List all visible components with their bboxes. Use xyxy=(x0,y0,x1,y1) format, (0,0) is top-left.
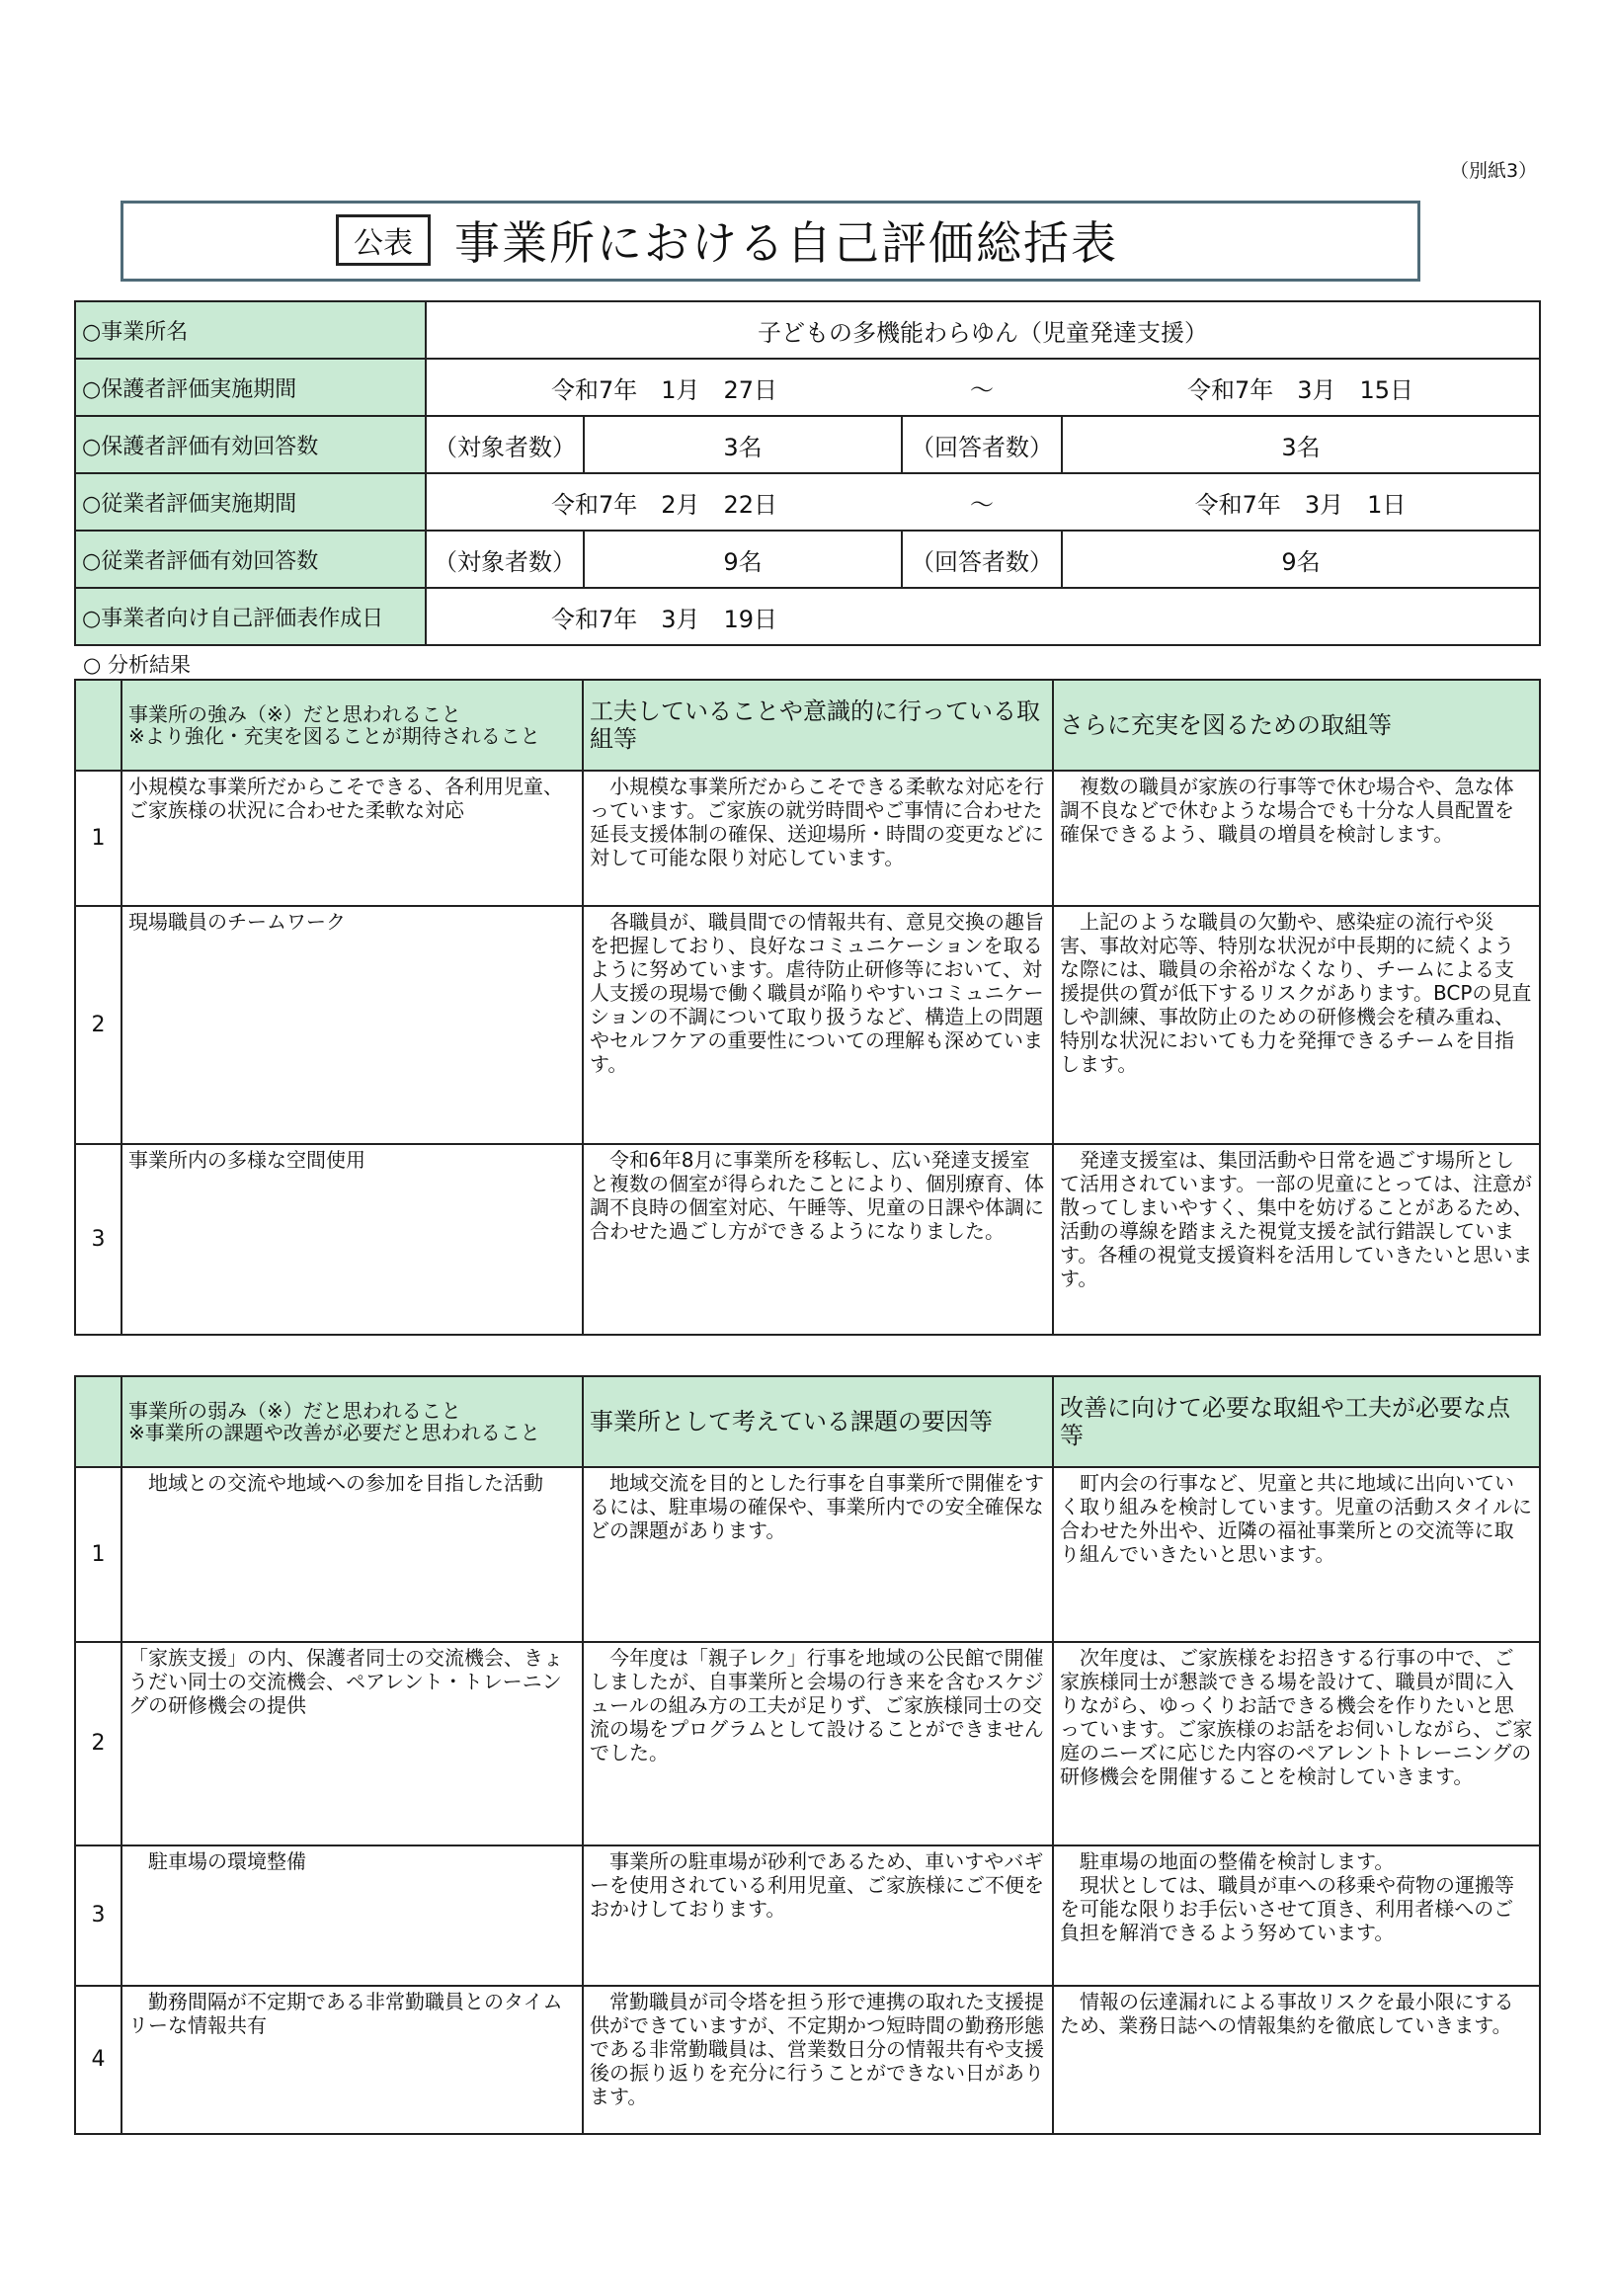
public-badge: 公表 xyxy=(336,214,431,266)
facility-name: 子どもの多機能わらゆん（児童発達支援） xyxy=(426,301,1540,359)
weaknesses-header-item: 事業所の弱み（※）だと思われること ※事業所の課題や改善が必要だと思われること xyxy=(121,1376,583,1467)
strengths-header-effort: 工夫していることや意識的に行っている取組等 xyxy=(583,680,1053,771)
appendix-label: （別紙3） xyxy=(1450,160,1538,182)
row-number: 2 xyxy=(75,1642,121,1845)
weakness-improve: 駐車場の地面の整備を検討します。 現状としては、職員が車への移乗や荷物の運搬等を可能な限りお手伝いさせて頂き、利用者様へのご負担を解消できるよう努めています。 xyxy=(1053,1845,1540,1986)
weakness-cause: 地域交流を目的とした行事を自事業所で開催をするには、駐車場の確保や、事業所内での安全確保などの課題があります。 xyxy=(583,1467,1053,1642)
title-box xyxy=(121,201,1420,282)
guardian-period-label: ○保護者評価実施期間 xyxy=(75,359,426,416)
staff-period-tilde: ～ xyxy=(902,473,1062,531)
strength-item: 事業所内の多様な空間使用 xyxy=(121,1144,583,1335)
weaknesses-header-num xyxy=(75,1376,121,1467)
staff-responses-label: ○従業者評価有効回答数 xyxy=(75,531,426,588)
strength-improve: 複数の職員が家族の行事等で休む場合や、急な体調不良などで休むような場合でも十分な人員配置を確保できるよう、職員の増員を検討します。 xyxy=(1053,771,1540,906)
strength-row xyxy=(75,771,1540,906)
strengths-header-item: 事業所の強み（※）だと思われること ※より強化・充実を図ることが期待されること xyxy=(121,680,583,771)
strength-improve: 発達支援室は、集団活動や日常を過ごす場所として活用されています。一部の児童にとっては、注意が散ってしまいやすく、集中を妨げることがあるため、活動の導線を踏まえた視覚支援を試行錯誤しています。各種の視覚支援資料を活用していきたいと思います。 xyxy=(1053,1144,1540,1335)
weakness-improve: 町内会の行事など、児童と共に地域に出向いていく取り組みを検討しています。児童の活動スタイルに合わせた外出や、近隣の福祉事業所との交流等に取り組んでいきたいと思います。 xyxy=(1053,1467,1540,1642)
staff-target-label: （対象者数） xyxy=(426,531,584,588)
facility-label: ○事業所名 xyxy=(75,301,426,359)
weakness-cause: 常勤職員が司令塔を担う形で連携の取れた支援提供ができていますが、不定期かつ短時間の勤務形態である非常勤職員は、営業数日分の情報共有や支援後の振り返りを充分に行うことができない日があります。 xyxy=(583,1986,1053,2134)
row-number: 1 xyxy=(75,771,121,906)
strength-improve: 上記のような職員の欠勤や、感染症の流行や災害、事故対応等、特別な状況が中長期的に続くような際には、職員の余裕がなくなり、チームによる支援提供の質が低下するリスクがあります。BCPの見直しや訓練、事故防止のための研修機会を積み重ね、特別な状況においても力を発揮できるチームを目指します。 xyxy=(1053,906,1540,1144)
weakness-row xyxy=(75,1845,1540,1986)
analysis-label: ○ 分析結果 xyxy=(83,653,191,677)
weakness-item: 地域との交流や地域への参加を目指した活動 xyxy=(121,1467,583,1642)
strengths-header-improve: さらに充実を図るための取組等 xyxy=(1053,680,1540,771)
info-row-staff-period xyxy=(75,473,1540,531)
created-label: ○事業者向け自己評価表作成日 xyxy=(75,588,426,645)
strengths-header-row xyxy=(75,680,1540,771)
strength-effort: 各職員が、職員間での情報共有、意見交換の趣旨を把握しており、良好なコミュニケーションを取るように努めています。虐待防止研修等において、対人支援の現場で働く職員が陥りやすいコミュニケーションの不調について取り扱うなど、構造上の問題やセルフケアの重要性についての理解も深めています。 xyxy=(583,906,1053,1144)
row-number: 3 xyxy=(75,1845,121,1986)
strength-effort: 小規模な事業所だからこそできる柔軟な対応を行っています。ご家族の就労時間やご事情に合わせた延長支援体制の確保、送迎場所・時間の変更などに対して可能な限り対応しています。 xyxy=(583,771,1053,906)
guardian-period-start: 令和7年 1月 27日 xyxy=(426,359,902,416)
guardian-respondent-label: （回答者数） xyxy=(902,416,1062,473)
info-row-staff-responses xyxy=(75,531,1540,588)
info-table xyxy=(74,300,1541,646)
guardian-target-label: （対象者数） xyxy=(426,416,584,473)
weakness-item: 駐車場の環境整備 xyxy=(121,1845,583,1986)
weaknesses-table xyxy=(74,1375,1541,2135)
guardian-respondent-count: 3名 xyxy=(1062,416,1540,473)
row-number: 2 xyxy=(75,906,121,1144)
row-number: 3 xyxy=(75,1144,121,1335)
staff-period-end: 令和7年 3月 1日 xyxy=(1062,473,1540,531)
created-date: 令和7年 3月 19日 xyxy=(426,588,902,645)
guardian-period-end: 令和7年 3月 15日 xyxy=(1062,359,1540,416)
staff-period-start: 令和7年 2月 22日 xyxy=(426,473,902,531)
page-title: 事業所における自己評価総括表 xyxy=(454,216,1118,270)
strength-effort: 令和6年8月に事業所を移転し、広い発達支援室と複数の個室が得られたことにより、個別療育、体調不良時の個室対応、午睡等、児童の日課や体調に合わせた過ごし方ができるようになりました。 xyxy=(583,1144,1053,1335)
row-number: 1 xyxy=(75,1467,121,1642)
row-number: 4 xyxy=(75,1986,121,2134)
weaknesses-header-improve: 改善に向けて必要な取組や工夫が必要な点等 xyxy=(1053,1376,1540,1467)
strength-row xyxy=(75,906,1540,1144)
staff-respondent-count: 9名 xyxy=(1062,531,1540,588)
staff-target-count: 9名 xyxy=(584,531,902,588)
weakness-item: 勤務間隔が不定期である非常勤職員とのタイムリーな情報共有 xyxy=(121,1986,583,2134)
guardian-responses-label: ○保護者評価有効回答数 xyxy=(75,416,426,473)
weakness-cause: 今年度は「親子レク」行事を地域の公民館で開催しましたが、自事業所と会場の行き来を含むスケジュールの組み方の工夫が足りず、ご家族様同士の交流の場をプログラムとして設けることができませんでした。 xyxy=(583,1642,1053,1845)
info-row-guardian-responses xyxy=(75,416,1540,473)
weakness-improve: 情報の伝達漏れによる事故リスクを最小限にするため、業務日誌への情報集約を徹底していきます。 xyxy=(1053,1986,1540,2134)
weaknesses-header-cause: 事業所として考えている課題の要因等 xyxy=(583,1376,1053,1467)
strength-row xyxy=(75,1144,1540,1335)
guardian-period-tilde: ～ xyxy=(902,359,1062,416)
strength-item: 現場職員のチームワーク xyxy=(121,906,583,1144)
strength-item: 小規模な事業所だからこそできる、各利用児童、ご家族様の状況に合わせた柔軟な対応 xyxy=(121,771,583,906)
info-row-guardian-period xyxy=(75,359,1540,416)
staff-period-label: ○従業者評価実施期間 xyxy=(75,473,426,531)
staff-respondent-label: （回答者数） xyxy=(902,531,1062,588)
guardian-target-count: 3名 xyxy=(584,416,902,473)
weakness-row xyxy=(75,1642,1540,1845)
weakness-row xyxy=(75,1467,1540,1642)
info-row-created xyxy=(75,588,1540,645)
created-empty xyxy=(902,588,1540,645)
weakness-item: 「家族支援」の内、保護者同士の交流機会、きょうだい同士の交流機会、ペアレント・トレーニングの研修機会の提供 xyxy=(121,1642,583,1845)
strengths-header-num xyxy=(75,680,121,771)
weakness-cause: 事業所の駐車場が砂利であるため、車いすやバギーを使用されている利用児童、ご家族様にご不便をおかけしております。 xyxy=(583,1845,1053,1986)
weakness-row xyxy=(75,1986,1540,2134)
weakness-improve: 次年度は、ご家族様をお招きする行事の中で、ご家族様同士が懇談できる場を設けて、職員が間に入りながら、ゆっくりお話できる機会を作りたいと思っています。ご家族様のお話をお伺いしながら、ご家庭のニーズに応じた内容のペアレントトレーニングの研修機会を開催することを検討していきます。 xyxy=(1053,1642,1540,1845)
weaknesses-header-row xyxy=(75,1376,1540,1467)
strengths-table xyxy=(74,679,1541,1336)
info-row-facility xyxy=(75,301,1540,359)
